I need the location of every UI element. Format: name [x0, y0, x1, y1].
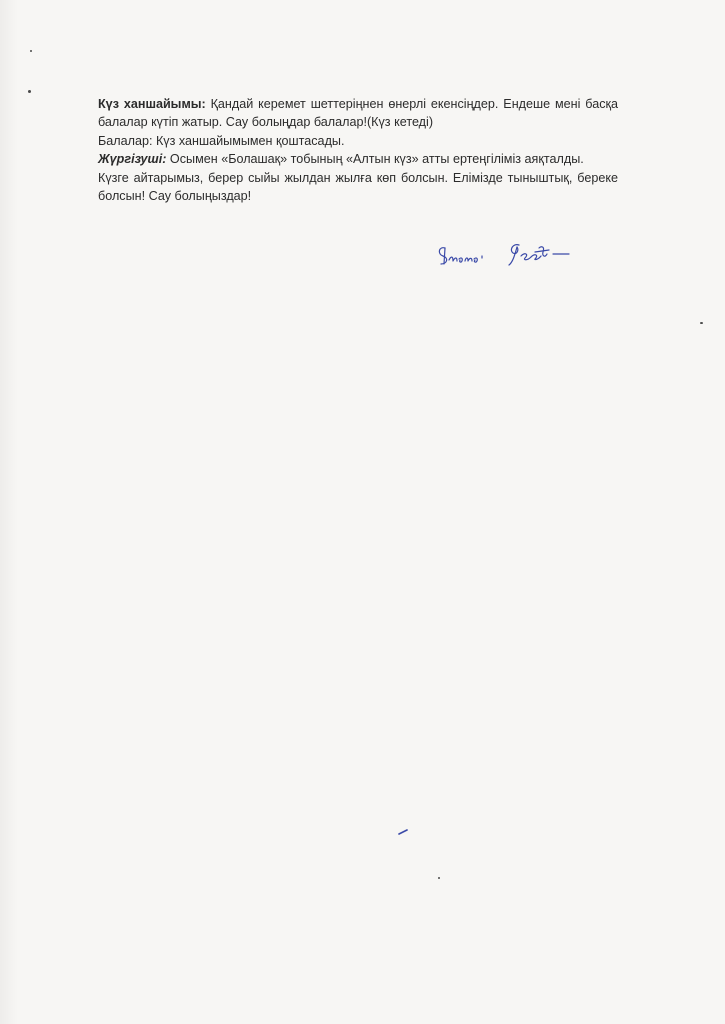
- speaker-name: Жүргізуші:: [98, 152, 167, 167]
- scan-speck: [28, 90, 31, 93]
- scan-speck: [30, 50, 32, 52]
- line-text: болсын! Сау болыңыздар!: [98, 189, 252, 204]
- text-line: [98, 113, 618, 131]
- text-line: [98, 187, 618, 205]
- script-text: [98, 95, 618, 205]
- speaker-name: Күз ханшайымы:: [98, 97, 206, 111]
- text-line: [98, 169, 618, 187]
- scan-speck: [438, 877, 440, 879]
- scan-speck: [700, 322, 703, 324]
- handwritten-signature: [435, 236, 575, 268]
- text-line: [98, 132, 618, 150]
- line-text: балалар күтіп жатыр. Сау болыңдар балалар!(Күз кетеді): [98, 115, 434, 130]
- pen-mark: [398, 828, 410, 836]
- line-text: Қандай керемет шеттеріңнен өнерлі екенсіңдер. Ендеше мені басқа: [205, 97, 619, 111]
- line-text: Күзге айтарымыз, берер сыйы жылдан жылға көп болсын. Елімізде тыныштық, береке: [98, 170, 618, 185]
- line-text: Балалар: Күз ханшайымымен қоштасады.: [98, 133, 345, 148]
- text-line: [98, 150, 618, 168]
- line-text: Осымен «Болашақ» тобының «Алтын күз» атты ертеңгіліміз аяқталды.: [166, 152, 584, 167]
- text-line: [98, 95, 618, 113]
- scan-edge-shadow: [0, 0, 18, 1024]
